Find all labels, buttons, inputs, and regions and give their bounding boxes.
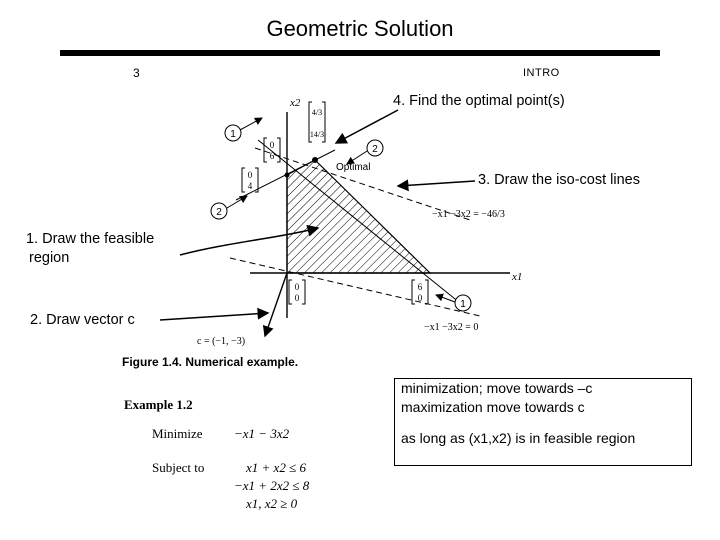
- iso-cost-optimal-label: −x1 −3x2 = −46/3: [432, 209, 505, 220]
- vector-top-left-bottom: 6: [269, 151, 275, 161]
- circle-label-left: [211, 196, 247, 219]
- vector-origin: [289, 280, 305, 304]
- annotation-step2: 2. Draw vector c: [30, 312, 135, 328]
- optimal-label: Optimal: [336, 162, 371, 173]
- vector-right-top: 6: [417, 282, 423, 292]
- vector-optimal-top: 4/3: [311, 108, 323, 117]
- subject-to-label: Subject to: [152, 460, 205, 475]
- arrow-step3: [398, 181, 475, 186]
- annotation-step4: 4. Find the optimal point(s): [393, 93, 565, 109]
- feasible-region: [287, 160, 430, 273]
- note-line-3: as long as (x1,x2) is in feasible region: [401, 430, 636, 446]
- vector-c-label: c = (−1, −3): [197, 336, 246, 347]
- vector-origin-bottom: 0: [294, 293, 300, 303]
- circle-label-text: 2: [216, 207, 222, 218]
- vector-left-bottom: 4: [247, 181, 253, 191]
- vector-left: [242, 168, 258, 192]
- iso-cost-zero-label: −x1 −3x2 = 0: [424, 322, 479, 333]
- annotation-step1-line1: 1. Draw the feasible: [26, 231, 155, 247]
- note-line-1: minimization; move towards –c: [401, 380, 593, 396]
- arrow-step2: [160, 313, 268, 320]
- slide-title: Geometric Solution: [266, 16, 454, 41]
- circle-label-top-left: [225, 118, 262, 141]
- vector-left-top: 0: [247, 170, 253, 180]
- vector-right-bottom: 0: [417, 293, 423, 303]
- x1-axis-label: x1: [512, 271, 523, 283]
- header-label: INTRO: [523, 67, 560, 79]
- note-line-2: maximization move towards c: [401, 399, 585, 415]
- example-heading: Example 1.2: [124, 397, 193, 412]
- constraint-3: x1, x2 ≥ 0: [246, 496, 298, 511]
- constraint-2: −x1 + 2x2 ≤ 8: [234, 478, 310, 493]
- vector-optimal: [309, 102, 325, 142]
- note-box: [394, 378, 692, 466]
- annotation-step1-line2: region: [29, 250, 70, 266]
- minimize-label: Minimize: [152, 426, 203, 441]
- vector-c-arrow: [265, 273, 287, 336]
- arrow-step4: [336, 110, 398, 143]
- constraint-1: x1 + x2 ≤ 6: [246, 460, 306, 475]
- optimal-point: [312, 157, 318, 163]
- circle-label-text: 1: [230, 129, 236, 140]
- annotation-step1: [26, 230, 154, 268]
- circle-label-text: 1: [460, 299, 466, 310]
- figure-caption: Figure 1.4. Numerical example.: [122, 355, 299, 369]
- vertex-point: [285, 173, 290, 178]
- annotation-step3: 3. Draw the iso-cost lines: [478, 172, 640, 188]
- circle-label-text: 2: [372, 144, 378, 155]
- vector-top-left-top: 0: [269, 140, 275, 150]
- objective-function: −x1 − 3x2: [234, 426, 290, 441]
- page-marker: 3: [133, 66, 140, 80]
- vector-origin-top: 0: [294, 282, 300, 292]
- circle-label-top-right: [347, 140, 383, 164]
- x2-axis-label: x2: [290, 97, 301, 109]
- vector-right: [412, 280, 428, 304]
- vector-optimal-bottom: 14/3: [309, 130, 325, 139]
- vector-top-left: [264, 138, 280, 162]
